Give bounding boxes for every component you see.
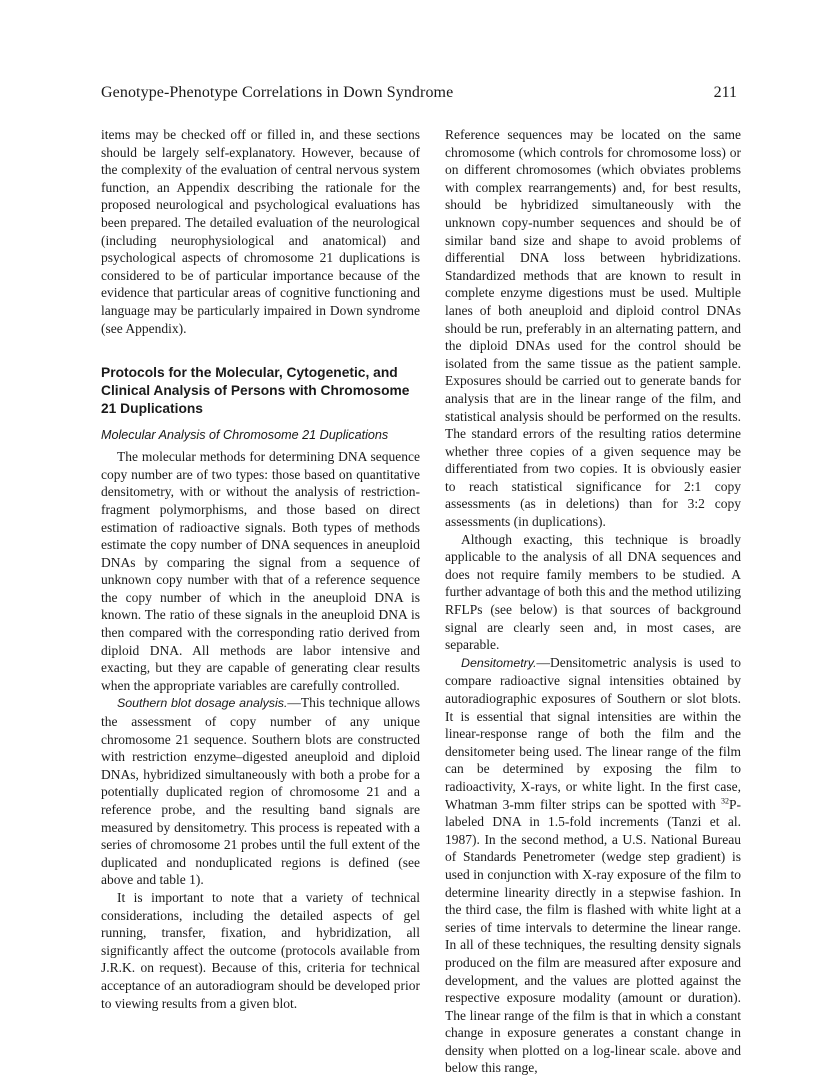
paragraph-molecular-methods: The molecular methods for determining DNA sequence copy number are of two types: those based on quantitative densitometry, with or without the analysis of restriction-fragment polymorphisms, and those based on direct estimation of radioactive signals. Both types of methods estimate the copy number of DNA sequences in aneuploid DNAs by comparing the signal from a sequence of unknown copy number with that of a reference sequence the copy number of which in the aneuploid DNA is known. The ratio of these signals in the aneuploid DNA is then compared with the corresponding ratio derived from diploid DNA. All methods are labor intensive and exacting, but they are capable of generating clear results when the appropriate variables are carefully controlled. — [101, 449, 420, 693]
run-in-heading-southern-blot: Southern blot dosage analysis. — [117, 696, 288, 711]
subsection-heading-molecular-analysis: Molecular Analysis of Chromosome 21 Duplications — [101, 428, 389, 443]
densitometry-text-a: —Densitometric analysis is used to compare radioactive signal intensities obtained by autoradiographic exposures of Southern or slot blots. It is essential that signal intensities are within the linear-response range of both the film and the densitometer being used. The linear range of the film can be determined by exposing the film to radioactivity, X-rays, or white light. In the first case, Whatman 3-mm filter strips can be spotted with — [445, 654, 741, 812]
running-title: Genotype-Phenotype Correlations in Down Syndrome — [101, 84, 454, 101]
page-number: 211 — [713, 84, 737, 101]
paragraph-southern-blot — [101, 694, 420, 889]
right-column — [445, 126, 741, 1077]
paragraph-broadly-applicable: Although exacting, this technique is broadly applicable to the analysis of all DNA sequences and does not require family members to be studied. A further advantage of both this and the method utilizing RFLPs (see below) is that sources of background signal are clearly seen and, in most cases, are separable. — [445, 531, 741, 653]
densitometry-text-b: P-labeled DNA in 1.5-fold increments (Tanzi et al. 1987). In the second method, a U.S. National Bureau of Standards Penetrometer (wedge step gradient) is used in conjunction with X-ray exposure of the film to determine linearity directly in a stepwise fashion. In the third case, the film is flashed with white light at a series of time intervals to determine the linear range. In all of these techniques, the resulting density signals produced on the film are measured after exposure and development, and the values are plotted against the respective exposure modality (amount or duration). The linear range of the film is that in which a constant change in exposure generates a constant change in density when plotted on a log-linear scale. above and below this range, — [445, 796, 741, 1076]
running-header — [101, 84, 737, 110]
isotope-superscript: 32 — [720, 796, 729, 806]
paragraph-appendix-rationale: items may be checked off or filled in, and these sections should be largely self-explanatory. However, because of the complexity of the evaluation of central nervous system function, an Appendix describing the rationale for the proposed neurological and psychological evaluations has been prepared. The detailed evaluation of the neurological (including neurophysiological and anatomical) and psychological aspects of chromosome 21 duplications is considered to be of particular importance because of the evidence that particular areas of cognitive functioning and language may be particularly impaired in Down syndrome (see Appendix). — [101, 127, 420, 336]
paragraph-reference-sequences: Reference sequences may be located on the same chromosome (which controls for chromosome loss) or on different chromosomes (which obviates problems with complex rearrangements) and, for best results, should be hybridized simultaneously with the unknown copy-number sequences and should be of similar band size and shape to avoid problems of differential DNA loss between hybridizations. Standardized methods that are known to result in complete enzyme digestions must be used. Multiple lanes of both aneuploid and diploid control DNAs should be run, preferably in an alternating pattern, and the diploid DNAs used for the control should be isolated from the same tissue as the patient sample. Exposures should be carried out to generate bands for analysis that are in the linear range of the film, and statistical analysis should be performed on the results. The standard errors of the resulting ratios determine whether three copies of a given sequence may be differentiated from two copies. It is obviously easier to reach statistical significance for 2:1 copy assessments (as in deletions) than for 3:2 copy assessments (in duplications). — [445, 127, 741, 530]
paragraph-technical-considerations: It is important to note that a variety of technical considerations, including the detailed aspects of gel running, transfer, fixation, and hybridization, all significantly affect the outcome (protocols available from J.R.K. on request). Because of this, criteria for technical acceptance of an autoradiogram should be developed prior to viewing results from a given blot. — [101, 889, 420, 1011]
left-column — [101, 126, 420, 1012]
run-in-heading-densitometry: Densitometry. — [461, 655, 537, 670]
southern-blot-text: —This technique allows the assessment of copy number of any unique chromosome 21 sequence. Southern blots are constructed with restriction enzyme–digested aneuploid and diploid DNAs, hybridized simultaneously with both a probe for a potentially duplicated region of chromosome 21 and a reference probe, and the resulting band signals are measured by densitometry. This process is repeated with a series of chromosome 21 probes until the full extent of the duplicated and nonduplicated regions is defined (see above and table 1). — [101, 695, 420, 888]
paragraph-densitometry — [445, 654, 741, 1077]
section-heading-protocols: Protocols for the Molecular, Cytogenetic, and Clinical Analysis of Persons with Chromosome 21 Duplications — [101, 365, 410, 417]
